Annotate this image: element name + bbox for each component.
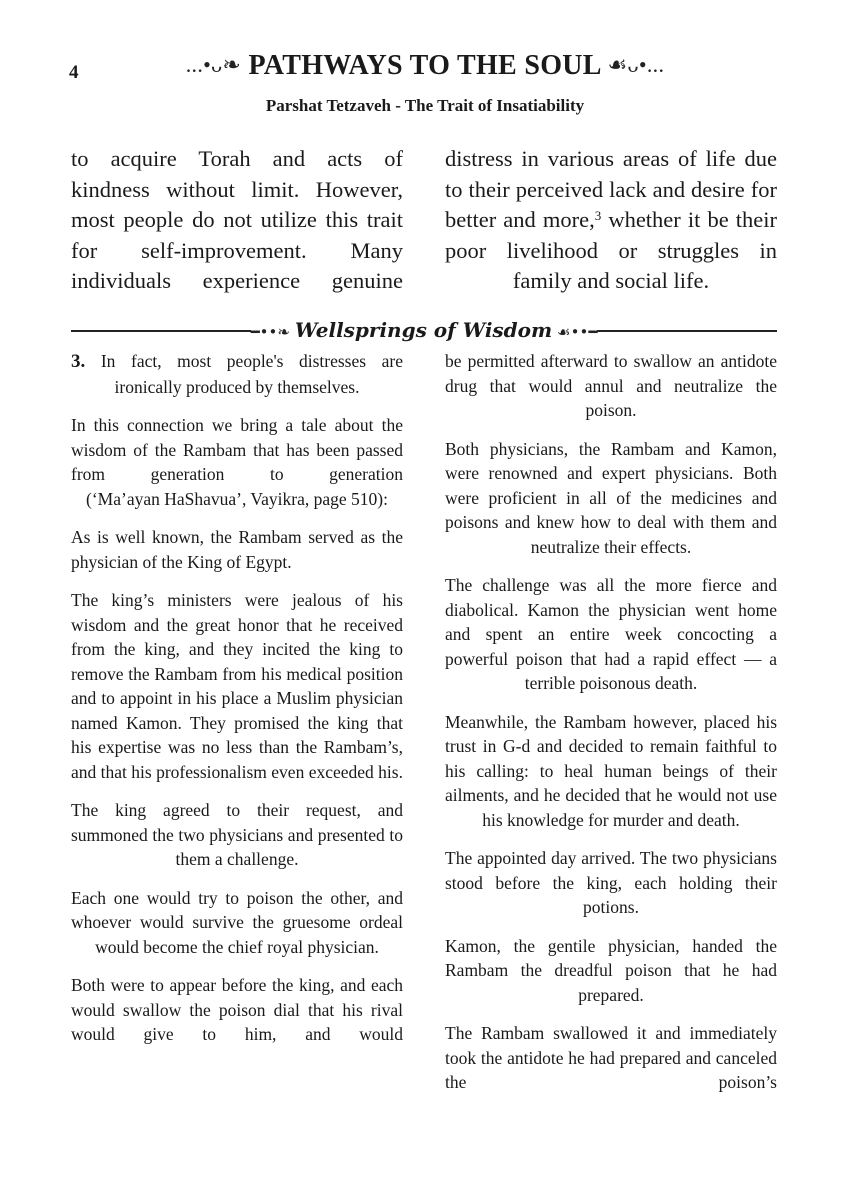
book-title: PATHWAYS TO THE SOUL — [248, 50, 601, 81]
footnote-column-right — [445, 349, 777, 1109]
footnote-column-left — [71, 349, 403, 1061]
intro-column-left: to acquire Torah and acts of kindness without limit. However, most people do not utilize this trait for self-improvement. Many individuals experience genuine — [71, 146, 403, 293]
intro-right-text-cont: whether it be their poor livelihood or struggles in family and social life. — [445, 207, 778, 293]
divider-flourish-right-icon: ☙••━ — [557, 323, 598, 341]
footnote-text: In fact, most people's distresses are ironically produced by themselves. — [100, 351, 404, 397]
footnote-paragraph: As is well known, the Rambam served as the physician of the King of Egypt. — [71, 527, 403, 572]
section-divider — [71, 320, 777, 342]
footnote-paragraph: be permitted afterward to swallow an antidote drug that would annul and neutralize the poison. — [445, 351, 777, 420]
footnote-paragraph: Each one would try to poison the other, and whoever would survive the gruesome ordeal would become the chief royal physician. — [71, 887, 403, 957]
footnote-paragraph: The challenge was all the more fierce and diabolical. Kamon the physician went home and spent an entire week concocting a powerful poison that had a rapid effect — a terrible poisonous death. — [445, 575, 777, 693]
page-number: 4 — [69, 62, 79, 83]
divider-rule-left — [71, 330, 251, 332]
footnote-paragraph: Meanwhile, the Rambam however, placed his trust in G-d and decided to remain faithful to his calling: to heal human beings of their ailments, and he decided that he would not use his knowledge for murder and death. — [445, 711, 777, 830]
running-header — [130, 50, 720, 82]
footnote-paragraph: Both were to appear before the king, and each would swallow the poison dial that his rival would give to him, and would — [71, 975, 403, 1044]
chapter-subtitle: Parshat Tetzaveh - The Trait of Insatiability — [265, 96, 585, 115]
citation: (‘Ma’ayan HaShavua’, Vayikra, page 510): — [86, 488, 388, 509]
footnote-reference: 3 — [594, 208, 602, 223]
intro-right-text: distress in various areas of life due to their perceived lack and desire for better and more, — [445, 146, 777, 232]
footnote-paragraph: In this connection we bring a tale about the wisdom of the Rambam that has been passed from generation to generation — [71, 415, 403, 484]
section-title: Wellsprings of Wisdom — [294, 318, 553, 342]
footnote-number: 3. — [71, 351, 86, 372]
footnote-paragraph: The king agreed to their request, and summoned the two physicians and presented to them a challenge. — [71, 800, 403, 869]
left-flourish-icon: ...•ᴗ❧ — [185, 52, 242, 77]
section-heading — [231, 318, 617, 343]
right-flourish-icon: ☙ᴗ•... — [607, 52, 665, 77]
footnote-paragraph: The king’s ministers were jealous of his wisdom and the great honor that he received from the king, and they incited the king to remove the Rambam from his medical position and to appoint in his place a Muslim physician named Kamon. They promised the king that his expertise was no less than the Rambam’s, and that his professionalism even exceeded his. — [71, 590, 403, 782]
footnote-paragraph: Both physicians, the Rambam and Kamon, were renowned and expert physicians. Both were proficient in all of the medicines and poisons and knew how to deal with them and neutralize their effects. — [445, 438, 777, 557]
intro-column-right — [445, 144, 777, 297]
footnote-paragraph: The appointed day arrived. The two physicians stood before the king, each holding their potions. — [445, 848, 777, 917]
divider-flourish-left-icon: ━••❧ — [250, 323, 290, 341]
footnote-paragraph: The Rambam swallowed it and immediately took the antidote he had prepared and canceled the poison’s — [445, 1023, 777, 1092]
footnote-paragraph: Kamon, the gentile physician, handed the Rambam the dreadful poison that he had prepared. — [445, 935, 777, 1005]
footnote-paragraph — [71, 349, 403, 399]
divider-rule-right — [597, 330, 777, 332]
